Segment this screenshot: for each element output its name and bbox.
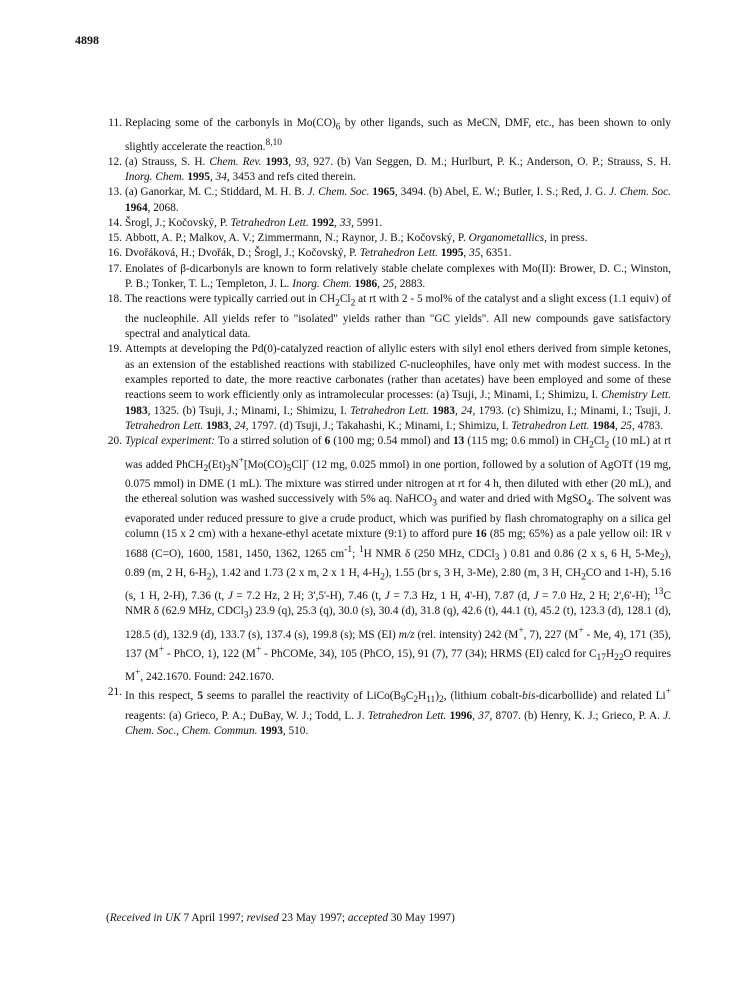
reference-number: 14.	[107, 216, 122, 229]
reference-number: 15.	[107, 232, 122, 245]
revised-year: 1997;	[319, 912, 346, 924]
reference-number: 20.	[107, 435, 122, 448]
accepted-label: accepted	[347, 912, 388, 924]
reference-text: Typical experiment: To a stirred solution of 6 (100 mg; 0.54 mmol) and 13 (115 mg; 0.6 mmol) in $CH_2Cl_2$ (10 mL) at rt was added $PhCH_2(Et)_3N^+[Mo(CO)_5Cl]^-$ (12 mg, 0.025 mmol) in one portion, followed by a solution of AgOTf (19 mg, 0.075 mmol) in DME (1 mL). The mixture was stirred under nitrogen at rt for 4 h, then diluted with ether (20 mL), and the ethereal solution was washed successively with 5% aq. NaHCO$_3$ and water and dried with MgSO$_4$. The solvent was evaporated under reduced pressure to give a crude product, which was purified by flash chromatography on a silica gel column (15 x 2 cm) with a hexane-ethyl acetate mixture (9:1) to afford pure 16 (85 mg; 65%) as a pale yellow oil: IR ν 1688 (C=O), 1600, 1581, 1450, 1362, 1265 $cm^{-1}$; $^1$H NMR δ (250 MHz, CDCl$_3$ ) 0.81 and 0.86 (2 x s, 6 H, $5-Me_2$), 0.89 (m, 2 H, $6-H_2$), 1.42 and 1.73 (2 x m, 2 x 1 H, $4-H_2$), 1.55 (br s, 3 H, 3-Me), 2.80 (m, 3 H, $CH_2CO$ and 1-H), 5.16 (s, 1 H, 2-H), 7.36 (t, J = 7.2 Hz, 2 H; 3',5'-H), 7.46 (t, J = 7.3 Hz, 1 H, 4'-H), 7.87 (d, J = 7.0 Hz, 2 H; 2',6'-H); $^{13}$C NMR δ (62.9 MHz, CDCl$_3$) 23.9 (q), 25.3 (q), 30.0 (s), 30.4 (d), 31.8 (q), 42.6 (t), 44.1 (t), 45.2 (t), 123.3 (d), 128.1 (d), 128.5 (d), 132.9 (d), 133.7 (s), 137.4 (s), 199.8 (s); MS (EI) m/z (rel. intensity) 242 (M+, 7), 227 (M+ - Me, 4), 171 (35), 137 (M+ - PhCO, 1), 122 (M+ - PhCOMe, 34), 105 (PhCO, 15), 91 (7), 77 (34); HRMS (EI) calcd for $C_{17}H_{22}O$ requires M+, 242.1670. Found: 242.1670.	[125, 435, 672, 684]
reference-item	[106, 262, 671, 293]
reference-number: 16.	[107, 247, 122, 260]
reference-text: Replacing some of the carbonyls in $Mo(CO)_6$ by other ligands, such as MeCN, DMF, etc., has been shown to only slightly accelerate the reaction.$^{8,10}$	[125, 117, 671, 153]
reference-item	[106, 342, 671, 434]
revised-date: 23 May	[281, 912, 317, 924]
reference-number: 18.	[107, 293, 122, 306]
reference-item	[106, 216, 671, 231]
reference-item	[106, 116, 671, 155]
received-label: Received in UK	[109, 912, 181, 924]
reference-text: Attempts at developing the Pd(0)-catalyzed reaction of allylic esters with silyl enol ethers derived from simple ketones, as an extension of the established reactions with stabilized C-nucleophiles, have only met with modest success. In the examples reported to date, the more reactive carbonates (rather than acetates) have been employed and some of these reactions seem to work efficiently only as intramolecular processes: (a) Tsuji, J.; Minami, I.; Shimizu, I. Chemistry Lett. 1983, 1325. (b) Tsuji, J.; Minami, I.; Shimizu, I. Tetrahedron Lett. 1983, 24, 1793. (c) Shimizu, I.; Minami, I.; Tsuji, J. Tetrahedron Lett. 1983, 24, 1797. (d) Tsuji, J.; Takahashi, K.; Minami, I.; Shimizu, I. Tetrahedron Lett. 1984, 25, 4783.	[125, 343, 671, 432]
reference-item	[106, 292, 671, 342]
reference-number: 19.	[107, 343, 122, 356]
accepted-date: 30 May	[390, 912, 426, 924]
reference-list	[106, 116, 671, 739]
revised-label: revised	[246, 912, 279, 924]
reference-text: The reactions were typically carried out in $CH_2Cl_2$ at rt with 2 - 5 mol% of the catalyst and a slight excess (1.1 equiv) of the nucleophile. All yields refer to "isolated" yields rather than "GC yields". All new compounds gave satisfactory spectral and analytical data.	[125, 293, 671, 341]
reference-text: Šrogl, J.; Kočovský, P. Tetrahedron Lett. 1992, 33, 5991.	[125, 216, 383, 229]
reference-item	[106, 246, 671, 261]
reference-item	[106, 155, 671, 186]
reference-item	[106, 685, 671, 739]
accepted-year: 1997)	[428, 912, 455, 924]
reference-text: Enolates of β-dicarbonyls are known to form relatively stable chelate complexes with Mo(II): Brower, D. C.; Winston, P. B.; Tonker, T. L.; Templeton, J. L. Inorg. Chem. 1986, 25, 2883.	[125, 262, 671, 290]
reference-number: 21.	[107, 686, 122, 699]
reference-number: 12.	[107, 155, 122, 168]
reference-text: (a) Strauss, S. H. Chem. Rev. 1993, 93, 927. (b) Van Seggen, D. M.; Hurlburt, P. K.; Anderson, O. P.; Strauss, S. H. Inorg. Chem. 1995, 34, 3453 and refs cited therein.	[125, 155, 672, 183]
reference-item	[106, 185, 671, 216]
received-year: 1997;	[218, 912, 244, 924]
reference-text: In this respect, 5 seems to parallel the reactivity of $LiCo(B_9C_2H_{11})_2$, (lithium cobalt-bis-dicarbollide) and related Li+ reagents: (a) Grieco, P. A.; DuBay, W. J.; Todd, L. J. Tetrahedron Lett. 1996, 37, 8707. (b) Henry, K. J.; Grieco, P. A. J. Chem. Soc., Chem. Commun. 1993, 510.	[125, 687, 671, 738]
received-date: 7 April	[183, 912, 216, 924]
page-number: 4898	[75, 33, 99, 47]
reference-text: (a) Ganorkar, M. C.; Stiddard, M. H. B. J. Chem. Soc. 1965, 3494. (b) Abel, E. W.; Butler, I. S.; Red, J. G. J. Chem. Soc. 1964, 2068.	[125, 186, 671, 214]
reference-text: Abbott, A. P.; Malkov, A. V.; Zimmermann, N.; Raynor, J. B.; Kočovský, P. Organometallics, in press.	[125, 232, 588, 245]
reference-item	[106, 231, 671, 246]
reference-number: 11.	[108, 117, 122, 129]
received-line: (Received in UK 7 April 1997; revised 23 May 1997; accepted 30 May 1997)	[106, 912, 455, 924]
reference-text: Dvořáková, H.; Dvořák, D.; Šrogl, J.; Kočovský, P. Tetrahedron Lett. 1995, 35, 6351.	[125, 247, 512, 260]
reference-number: 17.	[107, 262, 122, 275]
reference-item	[106, 434, 671, 685]
reference-number: 13.	[107, 186, 122, 199]
